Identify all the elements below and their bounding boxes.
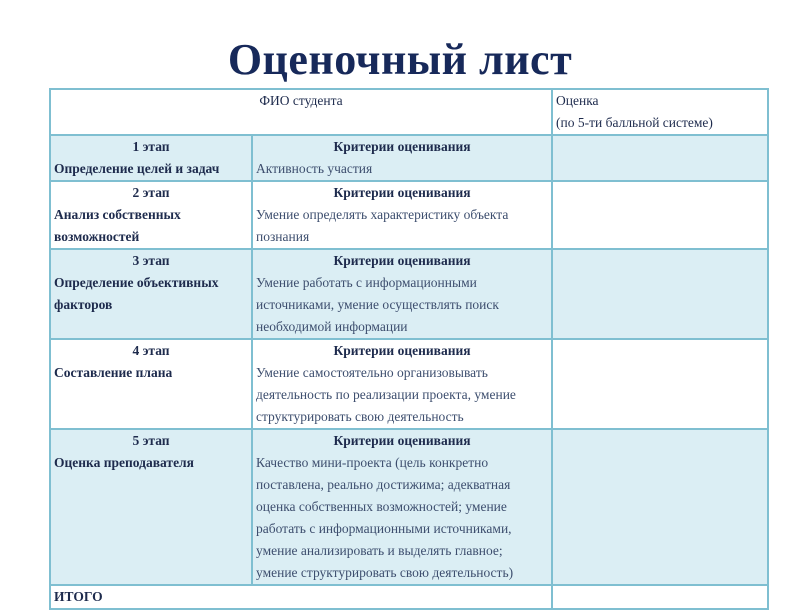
stage-name: факторов [54,297,113,312]
stage-row [50,339,768,429]
grade-cell[interactable] [552,181,768,249]
criteria-text: Умение работать с информационными [256,275,477,290]
stage-name: Определение объективных [54,275,219,290]
stage-name: Определение целей и задач [54,161,220,176]
total-row [50,585,768,609]
grade-cell[interactable] [552,429,768,585]
stage-cell [50,181,252,249]
criteria-cell [252,249,552,339]
evaluation-table [49,88,769,610]
stage-row [50,429,768,585]
criteria-text: умение структурировать свою деятельность) [256,565,514,580]
criteria-text: Качество мини-проекта (цель конкретно [256,455,489,470]
grade-scale-label: (по 5-ти балльной системе) [556,115,713,130]
criteria-text: Активность участия [256,161,373,176]
stage-name: Анализ собственных [54,207,181,222]
stage-row [50,181,768,249]
criteria-label: Критерии оценивания [333,253,471,268]
grade-header-cell [552,89,768,135]
stage-cell [50,249,252,339]
stage-row [50,135,768,181]
student-label: ФИО студента [259,93,343,108]
criteria-cell [252,339,552,429]
criteria-text: необходимой информации [256,319,408,334]
criteria-text: поставлена, реально достижима; адекватная [256,477,511,492]
criteria-text: оценка собственных возможностей; умение [256,499,507,514]
stage-name: Оценка преподавателя [54,455,194,470]
total-grade-cell[interactable] [552,585,768,609]
stage-cell [50,429,252,585]
criteria-cell [252,429,552,585]
criteria-cell [252,181,552,249]
student-name-cell[interactable] [50,89,552,135]
criteria-text: источниками, умение осуществлять поиск [256,297,499,312]
grade-cell[interactable] [552,249,768,339]
stage-row [50,249,768,339]
stage-cell [50,135,252,181]
stage-number: 2 этап [132,185,170,200]
stage-cell [50,339,252,429]
criteria-label: Критерии оценивания [333,139,471,154]
total-label: ИТОГО [50,585,552,609]
criteria-text: деятельность по реализации проекта, умение [256,387,516,402]
criteria-text: работать с информационными источниками, [256,521,512,536]
criteria-cell [252,135,552,181]
stage-number: 1 этап [132,139,170,154]
header-row [50,89,768,135]
criteria-text: умение анализировать и выделять главное; [256,543,503,558]
grade-label: Оценка [556,93,599,108]
stage-number: 4 этап [132,343,170,358]
criteria-label: Критерии оценивания [333,185,471,200]
stage-number: 5 этап [132,433,170,448]
stage-name: Составление плана [54,365,173,380]
grade-cell[interactable] [552,135,768,181]
grade-cell[interactable] [552,339,768,429]
criteria-text: структурировать свою деятельность [256,409,464,424]
criteria-text: познания [256,229,310,244]
criteria-label: Критерии оценивания [333,433,471,448]
criteria-label: Критерии оценивания [333,343,471,358]
criteria-text: Умение определять характеристику объекта [256,207,509,222]
page-title: Оценочный лист [227,35,573,84]
stage-number: 3 этап [132,253,170,268]
criteria-text: Умение самостоятельно организовывать [256,365,488,380]
stage-name: возможностей [54,229,140,244]
